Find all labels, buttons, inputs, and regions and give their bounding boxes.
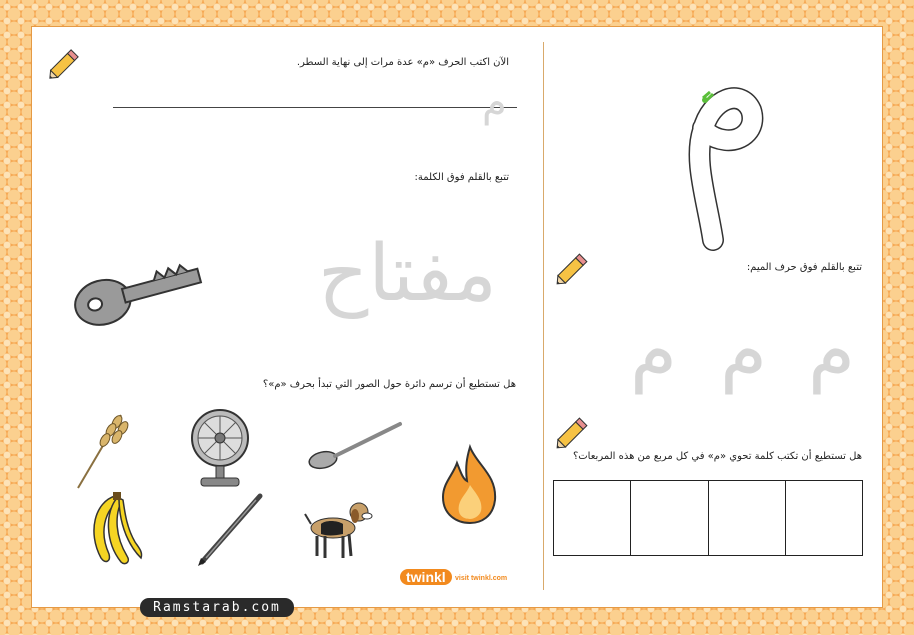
big-meem-letter	[683, 80, 763, 245]
fan-image	[187, 408, 253, 488]
column-divider	[543, 42, 544, 590]
instruction-circle-pictures: هل تستطيع أن ترسم دائرة حول الصور التي تبدأ بحرف «م»؟	[262, 379, 516, 390]
instruction-write-letter: الآن اكتب الحرف «م» عدة مرات إلى نهاية السطر.	[296, 57, 509, 68]
pencil-icon	[44, 44, 84, 84]
pencil-icon	[551, 412, 593, 454]
trace-letter-2: م	[720, 305, 768, 394]
banana-image	[85, 492, 145, 567]
trace-letter-3: م	[630, 305, 678, 394]
instruction-trace-word: تتبع بالقلم فوق الكلمة:	[414, 172, 509, 183]
pencil-icon	[551, 248, 593, 290]
wheat-image	[73, 410, 133, 490]
spoon-image	[305, 418, 405, 470]
word-boxes[interactable]	[553, 480, 863, 556]
instruction-trace-meem: تتبع بالقلم فوق حرف الميم:	[746, 262, 862, 273]
dog-image	[303, 494, 375, 562]
trace-word: مفتاح	[318, 229, 497, 319]
word-box[interactable]	[708, 481, 785, 555]
instruction-word-boxes: هل تستطيع أن تكتب كلمة تحوي «م» في كل مربع من هذه المربعات؟	[572, 451, 862, 462]
word-box[interactable]	[554, 481, 630, 555]
twinkl-logo: twinkl	[400, 569, 452, 585]
writing-line	[113, 107, 517, 108]
fire-image	[437, 445, 503, 525]
line-start-letter: م	[482, 80, 507, 126]
trace-letter-1: م	[808, 305, 856, 394]
word-box[interactable]	[630, 481, 707, 555]
watermark: Ramstarab.com	[140, 598, 294, 617]
visit-link[interactable]: visit twinkl.com	[455, 575, 508, 582]
word-box[interactable]	[785, 481, 862, 555]
key-image	[70, 245, 205, 330]
pen-image	[198, 492, 264, 566]
